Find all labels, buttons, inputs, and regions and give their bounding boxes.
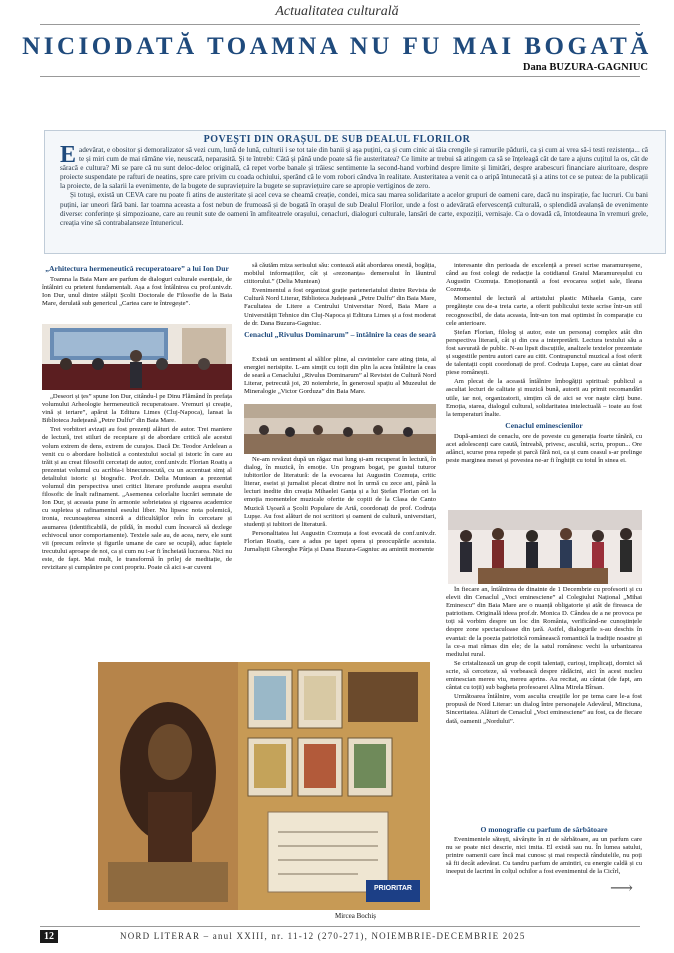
dropcap: E (60, 142, 77, 168)
section-label: Actualitatea culturală (275, 4, 399, 19)
col3-paragraph: Ștefan Florian, filolog și autor, este un personaj complex atât din perspectiva literară, cât și din cea a interpretării. Lectura textului său a fost savurată de public. N-au lipsit discuțiile, analizele textelor prezentate și sugestiile pentru autori care au citit. Contrapunctul muzical a fost oferit de talentații copii coordonați de prof. Codruța Lupșe, care au cântat doar piese românești. (446, 328, 642, 377)
col2-paragraph: Există un sentiment al sălilor pline, al cuvintelor care ating ținta, al energiei nerisipite. L-am simțit cu toții din plin la acea întâlnire la ceas de seară a Cenaclului „Rivulus Dominarum” al Revistei de Cultură Nord Literar, petrecută joi, 20 noiembrie, în generosul spațiu al Muzeului de Mineralogie „Victor Gorduza” din Baia Mare. (244, 356, 436, 396)
intro-text (60, 142, 648, 228)
event-photo-ion-dur (42, 324, 232, 390)
column-3-continued (446, 586, 642, 824)
col1-paragraph: Trei vorbitori avizați au fost prezenți alături de autor. Trei maniere de lectură, trei stiluri de receptare și de abordare critică ale acestui volum extrem de dens, extrem de curajos. Dacă Dr. Teodor Ardelean a venit cu o abordare holistică a contextului social și istoric în care au trăit și au creat filosofii cercetați de autor, conf.univ.dr. Florian Roatiș a prezentat volumul cu acribia-i binecunoscută, cu un accentuat simț al detaliului istoric și biografic. Prof.dr. Delia Muntean a prezentat volumul din perspectiva unei critici literare profunde asupra eseului filosofic de înalt rafinament. „Asemenea celorlalte lucrări semnate de Ion Dur, și aceasta pune în armonie sobrietatea și rigoarea academice cu supletea și rafinamentul eseului liber. Nu lipsesc nota polemică, ironia, recunoașterea sinceră a dificultăților reîn în cercetare și asumarea (identificabilă, de pildă, în modul cum încearcă să dezlege echivocul unor comportamente). Textele sale au, de acea, nerv, ele sunt vii (precum reînvie și figurile umane de care se ocupă), aduc faptele trecutului aproape de noi, ca și cum nu i-ar fi încheiată lucrarea. Nici nu este, de fapt. Mai mult, le transformă în prilej de meditație, de revizitare și cumpănire pe cont propriu. Poate că aici s-ar cuveni (42, 426, 232, 571)
col1-heading: „Arhitectura hermeneutică recuperatoare” a lui Ion Dur (45, 264, 229, 273)
col1-paragraph: Toamna la Baia Mare are parfum de dialoguri culturale esențiale, de întâlniri cu prieteni fundamentali. Așa a fost întâlnirea cu prof.univ.dr. Ion Dur, unul dintre stâlpii Școlii Doctorale de Filosofie de la Baia Mare, derulată sub genericul „Cartea care te întregește”. (42, 276, 232, 308)
col3-paragraph: Se cristalizează un grup de copii talentați, curioși, implicați, dornici să scrie, să cerceteze, să vorbească despre rădăcini, aici în acest nucleu eminescian mereu viu, mereu aprins. Au recitat, au cântat (de fapt, am cântat cu toții) sub bagheta profesoarei Alina Mirela Bîrsan. (446, 659, 642, 692)
col3-paragraph: interesante din perioada de excelență a presei scrise maramureșene, când au fost colegi de redacție la cotidianul Graiul Maramureșului cu Augustin Cozmuța. Emoționantă a fost evocarea soției sale, Ileana Cozmuța. (446, 262, 642, 294)
col2-paragraph: Personalitatea lui Augustin Cozmuța a fost evocată de conf.univ.dr. Florian Roatiș, care a adus pe tapet opera și preocupările acestuia. Jurnaliștii Gheorghe Pârja și Dana Buzura-Gagniuc au amintit momente (244, 529, 436, 554)
footer-journal-info: NORD LITERAR – anul XXIII, nr. 11-12 (270-271), NOIEMBRIE-DECEMBRIE 2025 (120, 931, 526, 941)
page-number: 12 (40, 930, 58, 943)
col3-heading-2: O monografie cu parfum de sărbătoare (480, 826, 608, 834)
column-2 (244, 262, 436, 356)
column-3 (446, 262, 642, 508)
header-bottom-rule (40, 76, 640, 77)
continue-arrow-icon: ⟶ (610, 880, 633, 897)
col1-paragraph: „Deseori și țes” spune Ion Dur, citându-l pe Dinu Flămând în prefața volumului Arheologie hermeneutică recuperatoare. Vremuri și creație, vină și iertare”, apărut la Editura Limes (Cluj-Napoca), lansat la Biblioteca Județeană „Petre Dulfu” din Baia Mare. (42, 393, 232, 425)
col3-heading: Cenaclul eminescienilor (505, 420, 583, 430)
col3-paragraph: Evenimentele sătești, săvârșite în zi de sărbătoare, au un parfum care nu se poate nici descrie, nici imita. El există sau nu. În lumea satului, printre oamenii care încă mai cunosc și mai respectă rânduielile, nu poți să fii decât adevărat. Cu tandru parfum de amintiri, cu energie caldă și cu ineeput de lacrimi în colțul ochilor a fost evenimentul de la Cicîrl, (446, 836, 642, 876)
header-top-rule (40, 24, 640, 25)
prioritar-stamp-label: PRIORITAR (374, 885, 412, 892)
column-1-continued (42, 393, 232, 655)
col2-paragraph: să căutăm miza serisului său: contează atât abordarea onestă, bogăția, mobilul informațiilor, cât și «rezonanța» demersului în lăuntrul cititorului.” (Delia Muntean) (244, 262, 436, 286)
page-title: NICIODATĂ TOAMNA NU FU MAI BOGATĂ (22, 33, 652, 60)
col3-paragraph: Următoarea întâlnire, vom asculta creațiile lor pe tema care le-a fost propusă de Nord Literar: un dialog între personajele Adevărul, Minciuna, Sinceritatea. Alături de Cenaclul „Voci eminesciene” au fost, ca de fiecare dată, oamenii „Nordului”. (446, 693, 642, 725)
intro-paragraph-1: adevărat, e obositor și demoralizator să vezi cum, lună de lună, culturii i se tot taie din banii și așa puțini, ca și cum cinic ai tăia crengile și ramurile pădurii, ca și cum ai vrea să-i testi rezistența... că te și miri cum de mai rămâne vie, neuscată, neparasită. Și te întrebi: Câtă și până unde poate să fie austeritatea? Ce limite ar trebui să atingem ca să se înțeleagă cât de tare a ajuns cuțitul la os, cât de săracă e cultura? Mi se pare că nu sunt deloc-deloc originală, că repet vorbe banale și trăiesc sentimente la second-hand vorbind despre limite și limitări, despre arabescuri financiare aiuritoare, despre proiecte suspendate pe rafturi de neatins, spre care privim cu coada ochiului, sperând că le vom robori cândva în realitate. Austeritatea a venit ca o aripă întunecată și a atins tot ce se putea: de la publicații la proiecte, de la salarii la evenimente, de la bugete de supraviețuire la bugete se supraviețuire care se apropie vertiginos de zero. (60, 146, 648, 191)
col3-paragraph: Am plecat de la această întâlnire îmbogățiți spiritual: publicul a ascultat lecturi de calitate și muzică bună, autorii au primit recomandări utile, iar noi, organizatorii, simțim că de aici se vor naște cărți bune. Emoția, starea, dialogul cultural, solidaritatea intelectuală – toate au fost la temperaturi înalte. (446, 378, 642, 418)
col3-paragraph: După-amiezi de cenaclu, ore de poveste cu generația foarte tânără, cu acei adolescenți care caută, întreabă, privesc, ascultă, scriu, propun... Ore adânci, scurse prea repede și parcă fără noi, ca și cum ceasul s-ar prelinge peste marginea mesei și povestea ne-ar fi înghițit cu totul în sinea ei. (446, 432, 642, 465)
author-byline: Dana BUZURA-GAGNIUC (522, 62, 648, 73)
intro-title: POVEȘTI DIN ORAȘUL DE SUB DEALUL FLORILOR (203, 134, 471, 145)
intro-paragraph-2: Și totuși, există un CEVA care nu poate fi atins de austeritate și acel ceva se cheamă creație, condei, mica sau marea solidaritate a acelor grupuri de oameni care, dacă nu inspirație, fac lucruri. Cu bani puțini, iar uneori fără bani. Iar toamna aceasta a fost nebun de frumoasă și de bogată în orașul de sub Dealul Florilor, unde a fost o adevărată efervescență culturală, o splendidă avalanșă de evenimente diverse: conferințe și simpozioane, care au reunit sute de oameni în amfiteatrele orașului, cenacluri, dialoguri culturale, lansări de carte, expoziții, vernisaje. Ca o dovadă că, întotdeauna în vremuri grele, creația vine să contrabalanseze întunericul. (60, 191, 648, 227)
event-photo-rivulus (244, 404, 436, 454)
artwork-collage (98, 662, 430, 910)
column-2-continued (244, 356, 436, 404)
col2-heading: Cenaclul „Rivulus Dominarum” – întâlnire la ceas de seară (244, 329, 436, 339)
event-photo-eminescu (448, 510, 642, 584)
col2-paragraph: Evenimentul a fost organizat grație parteneriatului dintre Revista de Cultură Nord Literar, Biblioteca Județeană „Petre Dulfu” din Baia Mare, Facultatea de Litere a Centrului Universitar Nord, Baia Mare a Universității Tehnice din Cluj-Napoca și Editura Limes și a fost moderat de dr. Dana Buzura-Gagniuc. (244, 287, 436, 327)
artwork-caption: Mircea Bochiș (335, 912, 377, 920)
column-2-continued (244, 456, 436, 656)
col2-paragraph: Ne-am revăzut după un răgaz mai lung și-am recuperat în lectură, în dialog, în muzică, în emoție. Un program bogat, pe gustul tuturor iubitorilor de literatură: de la evocarea lui Augustin Cozmuța, critic literar, eseist și jurnalist plecat dintre noi în urmă cu zece ani, până la lecturi inedite din creația Mihaelei Ganța și a lui Ștefan Florian ori la emoția momentelor muzicale oferite de copiii de la Clasa de Canto Muzică Ușoară a Școlii Populare de Artă, coordonați de prof. Codruța Lupșe. Au fost alături de noi scriitori și oameni de cultură, universitari, studenți și iubitori de literatură. (244, 456, 436, 528)
footer-rule (40, 926, 640, 927)
col3-paragraph: Momentul de lectură al artistului plastic Mihaela Ganța, care pregătește cea de-a treia carte, a oferit publicului texte scrise într-un stil recognoscibil, de data aceasta, într-un ton mai optimist în comparație cu cele anterioare. (446, 295, 642, 327)
col3-paragraph: În fiecare an, întâlnirea de dinainte de 1 Decembrie cu profesorii și cu elevii din Cenaclul „Voci eminesciene” al Colegiului Național „Mihai Eminescu” din Baia Mare are o nuanță obligatorie și atât de fireasca de patriotism. Originală ideea prof.dr. Monica D. Cândea de a ne provoca pe toți să vorbim despre un loc din România, verificând-ne cunoștințele despre zone spectaculoase din țară. Astfel, dialogurile s-au deschis în evantai: de la poezia patriotică românească romantică la tradiție noastre și la ce-a mai rămas din ele; de la satul românesc vechi la urbanizarea mediului rural. (446, 586, 642, 658)
